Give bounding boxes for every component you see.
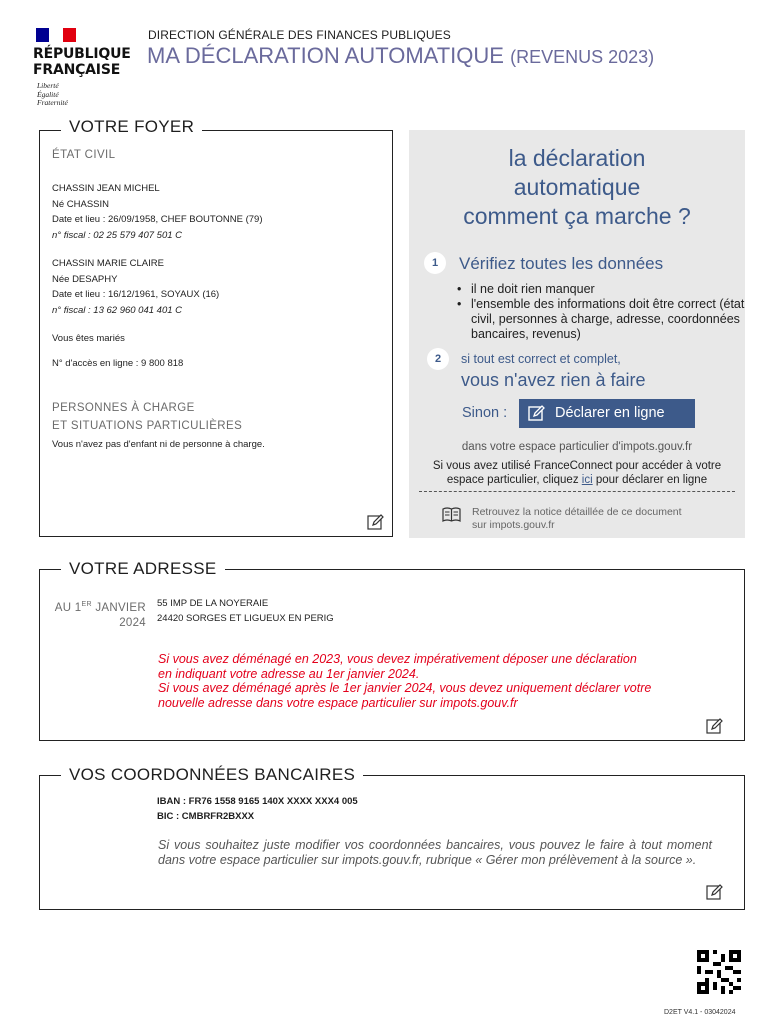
charges-label-line-1: PERSONNES À CHARGE — [52, 402, 195, 414]
person-2-birth: Date et lieu : 16/12/1961, SOYAUX (16) — [52, 289, 220, 301]
book-icon — [442, 506, 461, 523]
etat-civil-label: ÉTAT CIVIL — [52, 149, 116, 161]
person-1-birth: Date et lieu : 26/09/1958, CHEF BOUTONNE (79) — [52, 214, 263, 226]
address-date-line-1 — [40, 597, 146, 616]
bank-section — [39, 775, 745, 910]
address-date-prefix: AU 1 — [54, 601, 82, 614]
charges-text: Vous n'avez pas d'enfant ni de personne à charge. — [52, 439, 265, 450]
step-2-badge: 2 — [427, 348, 449, 370]
declare-online-button[interactable] — [519, 399, 695, 428]
charges-label — [52, 399, 242, 435]
edit-icon[interactable] — [706, 884, 724, 900]
marital-status: Vous êtes mariés — [52, 333, 125, 344]
dashed-divider — [419, 491, 735, 492]
address-warning-line-3: Si vous avez déménagé après le 1er janvier 2024, vous devez uniquement déclarer votre — [158, 681, 652, 695]
declare-online-label: Déclarer en ligne — [555, 405, 665, 421]
address-warning-line-1: Si vous avez déménagé en 2023, vous devez impérativement déposer une déclaration — [158, 652, 637, 666]
notice-line-1: Retrouvez la notice détaillée de ce document — [472, 506, 682, 518]
adresse-title: VOTRE ADRESSE — [61, 559, 225, 579]
sinon-label: Sinon : — [462, 405, 508, 421]
step-1-badge: 1 — [424, 252, 446, 274]
franceconnect-link[interactable]: ici — [581, 474, 593, 486]
title-year: (REVENUS 2023) — [510, 47, 655, 67]
foyer-section — [39, 130, 393, 537]
bank-details — [157, 795, 358, 824]
bank-title: VOS COORDONNÉES BANCAIRES — [61, 765, 363, 785]
panel-title-line-2: automatique — [513, 174, 641, 200]
address-date-year: 2024 — [119, 616, 146, 629]
french-flag-icon — [36, 28, 76, 42]
marianne-logo — [33, 46, 131, 78]
bic-value: BIC : CMBRFR2BXXX — [157, 810, 255, 822]
person-2-fiscal: n° fiscal : 13 62 960 041 401 C — [52, 304, 183, 316]
address-date-sup: ER — [81, 601, 92, 608]
motto-liberte: Liberté — [37, 81, 59, 90]
franceconnect-text-b: pour déclarer en ligne — [595, 474, 708, 486]
step-1-bullets — [455, 282, 745, 342]
direction-label: DIRECTION GÉNÉRALE DES FINANCES PUBLIQUES — [148, 28, 451, 42]
edit-icon — [528, 405, 545, 422]
document-version: D2ET V4.1 - 03042024 — [664, 1009, 736, 1016]
address-date — [40, 597, 146, 631]
step-1-heading: Vérifiez toutes les données — [459, 254, 664, 273]
person-1 — [52, 181, 382, 243]
franceconnect-text — [409, 459, 745, 487]
bullet-2: • l'ensemble des informations doit être correct (état civil, personnes à charge, adresse, coordonnées bancaires, revenus) — [455, 297, 745, 342]
panel-title-line-1: la déclaration — [508, 145, 646, 171]
address-warning-line-2: en indiquant votre adresse au 1er janvier 2024. — [158, 666, 420, 681]
panel-title-line-3: comment ça marche ? — [463, 203, 691, 229]
notice-line-2: sur impots.gouv.fr — [472, 519, 555, 531]
space-text: dans votre espace particulier d'impots.gouv.fr — [461, 441, 693, 453]
person-1-name: CHASSIN JEAN MICHEL — [52, 183, 160, 194]
address-lines — [157, 597, 334, 626]
franceconnect-line-2 — [409, 473, 745, 487]
qr-code-icon — [697, 950, 741, 994]
notice-text — [472, 506, 710, 532]
step-2-condition: si tout est correct et complet, — [461, 352, 621, 366]
bullet-1: • il ne doit rien manquer — [455, 282, 745, 297]
motto-egalite: Égalité — [37, 89, 59, 99]
person-2-name: CHASSIN MARIE CLAIRE — [52, 258, 164, 269]
explanation-panel — [409, 130, 745, 538]
title-main: MA DÉCLARATION AUTOMATIQUE — [147, 43, 504, 68]
address-warning-line-4: nouvelle adresse dans votre espace particulier sur impots.gouv.fr — [158, 695, 518, 710]
republic-motto — [37, 82, 68, 108]
iban-value: IBAN : FR76 1558 9165 140X XXXX XXX4 005 — [157, 796, 358, 807]
address-line-1: 55 IMP DE LA NOYERAIE — [157, 598, 269, 609]
address-warning — [158, 652, 718, 710]
person-2 — [52, 256, 382, 318]
franceconnect-text-a: espace particulier, cliquez — [446, 474, 579, 486]
motto-fraternite: Fraternité — [37, 98, 68, 107]
edit-icon[interactable] — [706, 718, 724, 734]
page-title — [147, 43, 654, 69]
charges-label-line-2: ET SITUATIONS PARTICULIÈRES — [52, 420, 243, 432]
edit-icon[interactable] — [367, 514, 385, 530]
republic-line-2: FRANÇAISE — [33, 62, 121, 78]
step-2-heading: vous n'avez rien à faire — [461, 370, 646, 390]
address-line-2: 24420 SORGES ET LIGUEUX EN PERIG — [157, 612, 334, 624]
bank-info: Si vous souhaitez juste modifier vos coordonnées bancaires, vous pouvez le faire à tout moment dans votre espace particulier sur impots.gouv.fr, rubrique « Gérer mon prélèvement à la source ». — [158, 838, 712, 867]
person-1-birth-name: Né CHASSIN — [52, 198, 110, 210]
access-number: N° d'accès en ligne : 9 800 818 — [52, 358, 184, 369]
address-date-month: JANVIER — [91, 601, 146, 614]
person-1-fiscal: n° fiscal : 02 25 579 407 501 C — [52, 229, 183, 241]
foyer-title: VOTRE FOYER — [61, 117, 202, 137]
adresse-section — [39, 569, 745, 741]
panel-title — [409, 144, 745, 231]
republic-line-1: RÉPUBLIQUE — [33, 46, 131, 62]
franceconnect-line-1: Si vous avez utilisé FranceConnect pour accéder à votre — [432, 460, 722, 472]
person-2-birth-name: Née DESAPHY — [52, 273, 118, 285]
